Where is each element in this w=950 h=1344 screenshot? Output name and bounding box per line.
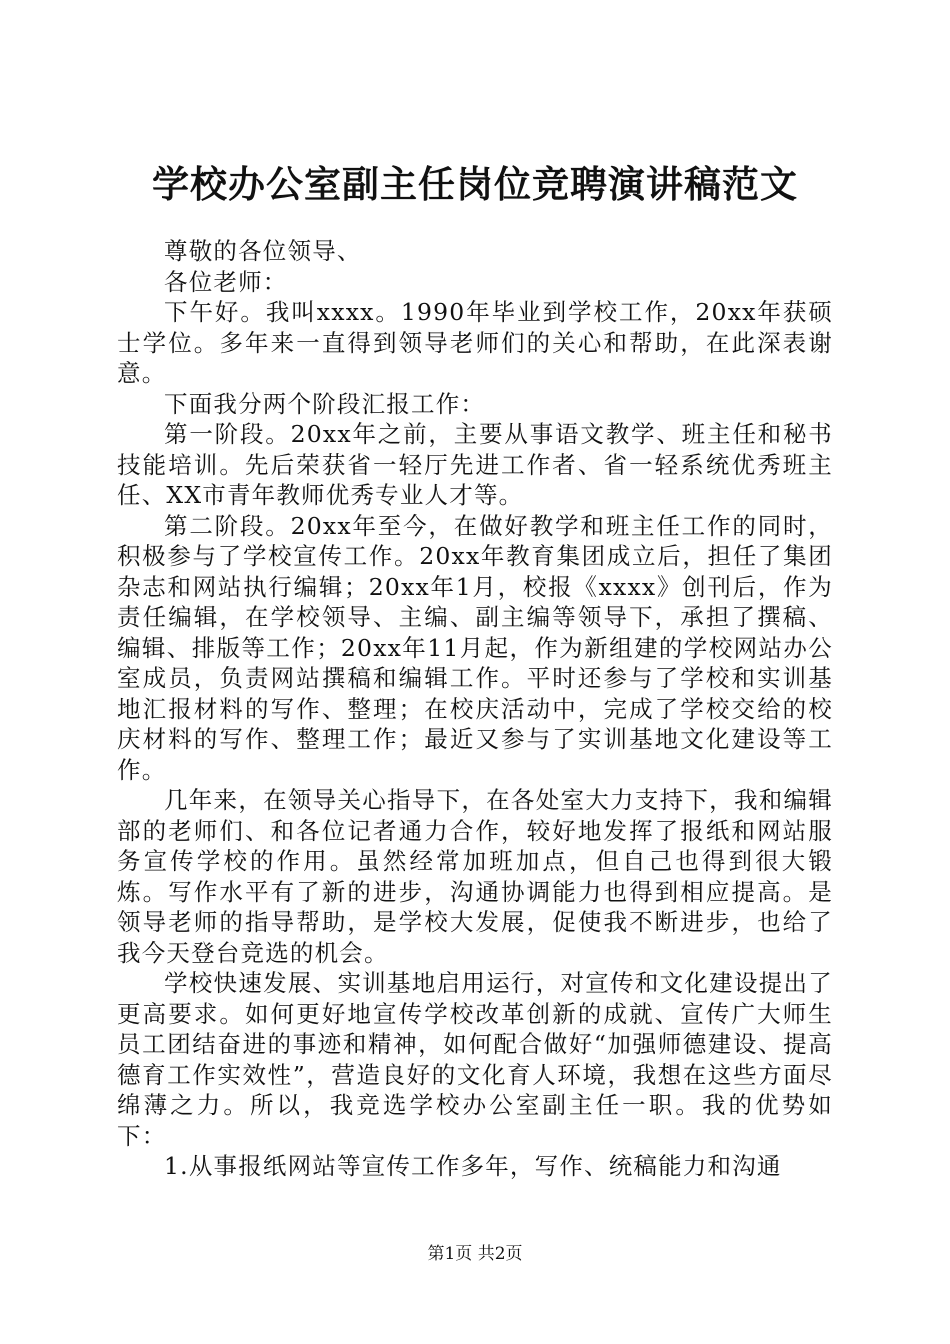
salutation-teachers: 各位老师： — [164, 267, 288, 296]
paragraph-reflection: 几年来，在领导关心指导下，在各处室大力支持下，我和编辑部的老师们、和各位记者通力合作，较好地发挥了报纸和网站服务宣传学校的作用。虽然经常加班加点，但自己也得到很大锻炼。写作水平有了新的进步，沟通协调能力也得到相应提高。是领导老师的指导帮助，是学校大发展，促使我不断进步，也给了我今天登台竞选的机会。 — [117, 786, 833, 967]
paragraph-report-intro: 下面我分两个阶段汇报工作： — [164, 389, 486, 418]
paragraph-stage-one: 第一阶段。20xx年之前，主要从事语文教学、班主任和秘书技能培训。先后荣获省一轻厅先进工作者、省一轻系统优秀班主任、XX市青年教师优秀专业人才等。 — [117, 420, 833, 509]
paragraph-stage-two: 第二阶段。20xx年至今，在做好教学和班主任工作的同时，积极参与了学校宣传工作。20xx年教育集团成立后，担任了集团杂志和网站执行编辑；20xx年1月，校报《xxxx》创刊后，作为责任编辑，在学校领导、主编、副主编等领导下，承担了撰稿、编辑、排版等工作；20xx年11月起，作为新组建的学校网站办公室成员，负责网站撰稿和编辑工作。平时还参与了学校和实训基地汇报材料的写作、整理；在校庆活动中，完成了学校交给的校庆材料的写作、整理工作；最近又参与了实训基地文化建设等工作。 — [117, 511, 833, 784]
page-footer: 第1页 共2页 — [427, 1244, 523, 1264]
document-title: 学校办公室副主任岗位竞聘演讲稿范文 — [152, 162, 798, 206]
paragraph-introduction: 下午好。我叫xxxx。1990年毕业到学校工作，20xx年获硕士学位。多年来一直得到领导老师们的关心和帮助，在此深表谢意。 — [117, 298, 833, 387]
paragraph-advantage-one: 1.从事报纸网站等宣传工作多年，写作、统稿能力和沟通 — [164, 1152, 782, 1180]
salutation-leaders: 尊敬的各位领导、 — [164, 237, 362, 265]
paragraph-motivation: 学校快速发展、实训基地启用运行，对宣传和文化建设提出了更高要求。如何更好地宣传学校改革创新的成就、宣传广大师生员工团结奋进的事迹和精神，如何配合做好“加强师德建设、提高德育工作实效性”，营造良好的文化育人环境，我想在这些方面尽绵薄之力。所以，我竞选学校办公室副主任一职。我的优势如下： — [117, 969, 833, 1150]
document-body — [117, 236, 833, 1182]
